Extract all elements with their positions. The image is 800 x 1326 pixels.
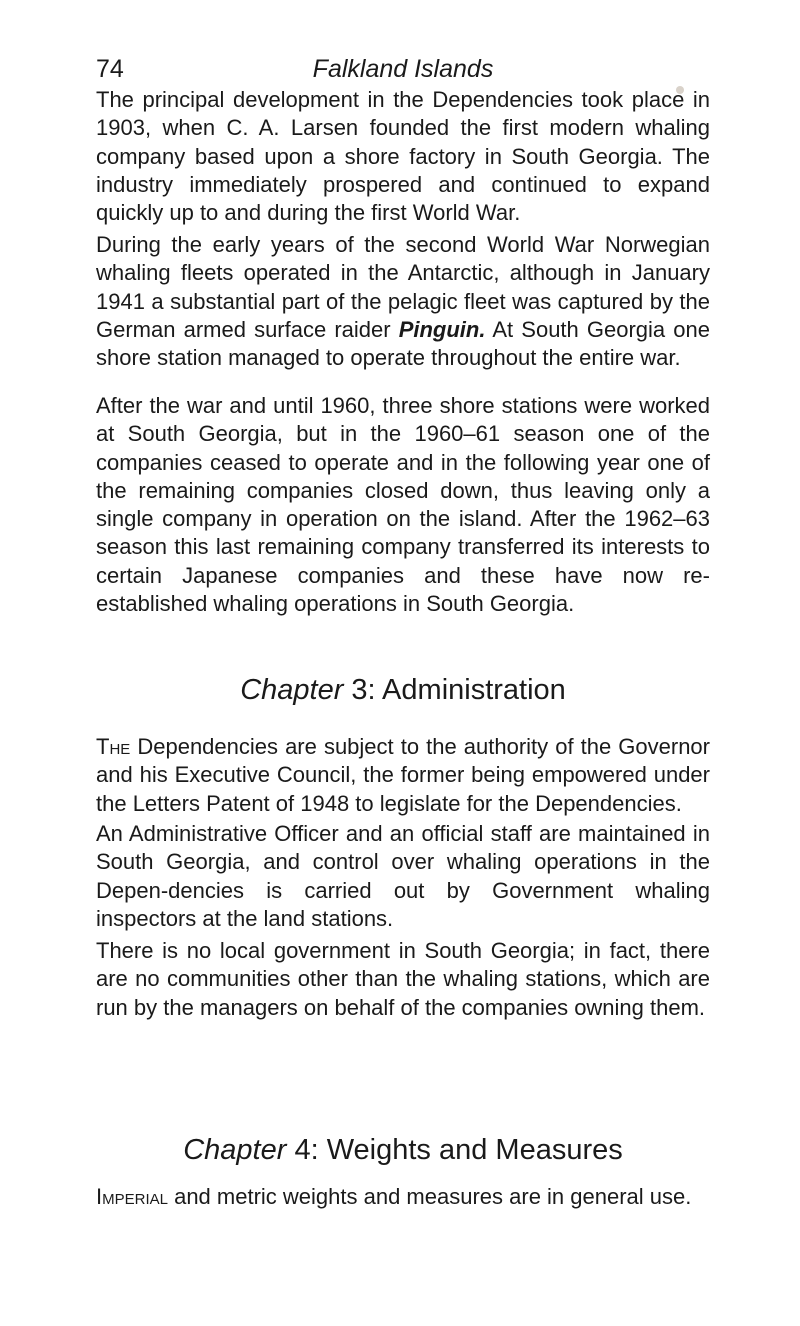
chapter-title: : Administration (367, 674, 566, 706)
paragraph-whaling-origin: The principal development in the Dependencies took place in 1903, when C. A. Larsen founded the first modern whaling company based upon a shore factory in South Georgia. The industry immediately prospered and continued to expand quickly up to and during the first World War. (96, 87, 710, 226)
paragraph-administrative-officer: An Administrative Officer and an official staff are maintained in South Georgia, and control over whaling operations in the Depen-dencies is carried out by Government whaling inspectors at the land stations. (96, 821, 710, 931)
paragraph-text: At South Georgia one shore station managed to operate throughout the entire war. (96, 316, 710, 371)
paragraph-text: and metric weights and measures are in general use. (167, 1184, 692, 1209)
ship-name: Pinguin. (398, 316, 486, 342)
page-number: 74 (96, 55, 124, 83)
paragraph-post-war-stations: After the war and until 1960, three shore stations were worked at South Georgia, but in the 1960–61 season one of the companies ceased to operate and in the following year one of the remaining companies closed down, thus leaving only a single company in operation on the island. After the 1962–63 season this last remaining company transferred its interests to certain Japanese companies and these have now re-established whaling operations in South Georgia. (96, 393, 710, 617)
paragraph-text: During the early years of the second World War Norwegian whaling fleets operated in the Antarctic, although in January 1941 a substantial part of the pelagic fleet was captured by the German armed surface raider (96, 232, 710, 342)
chapter-word: Chapter (183, 1134, 287, 1166)
running-head (96, 52, 710, 86)
paragraph-governor-authority (96, 733, 710, 818)
chapter-number: 3 (343, 674, 368, 706)
lead-word: Imperial (96, 1184, 168, 1209)
paragraph-local-government: There is no local government in South Georgia; in fact, there are no communities other than the whaling stations, which are run by the managers on behalf of the companies owning them. (96, 938, 710, 1020)
paragraph-text: Dependencies are subject to the authority of the Governor and his Executive Council, the former being empowered under the Letters Patent of 1948 to legislate for the Dependencies. (96, 734, 710, 816)
chapter-number: 4 (286, 1134, 311, 1166)
chapter-heading-administration (96, 670, 710, 710)
paragraph-weights-measures (96, 1183, 710, 1211)
chapter-word: Chapter (240, 674, 344, 706)
running-title: Falkland Islands (312, 55, 494, 83)
chapter-heading-weights-measures (96, 1130, 710, 1170)
chapter-title: : Weights and Measures (310, 1134, 623, 1166)
paragraph-second-world-war (96, 231, 710, 372)
lead-word: The (96, 734, 131, 759)
